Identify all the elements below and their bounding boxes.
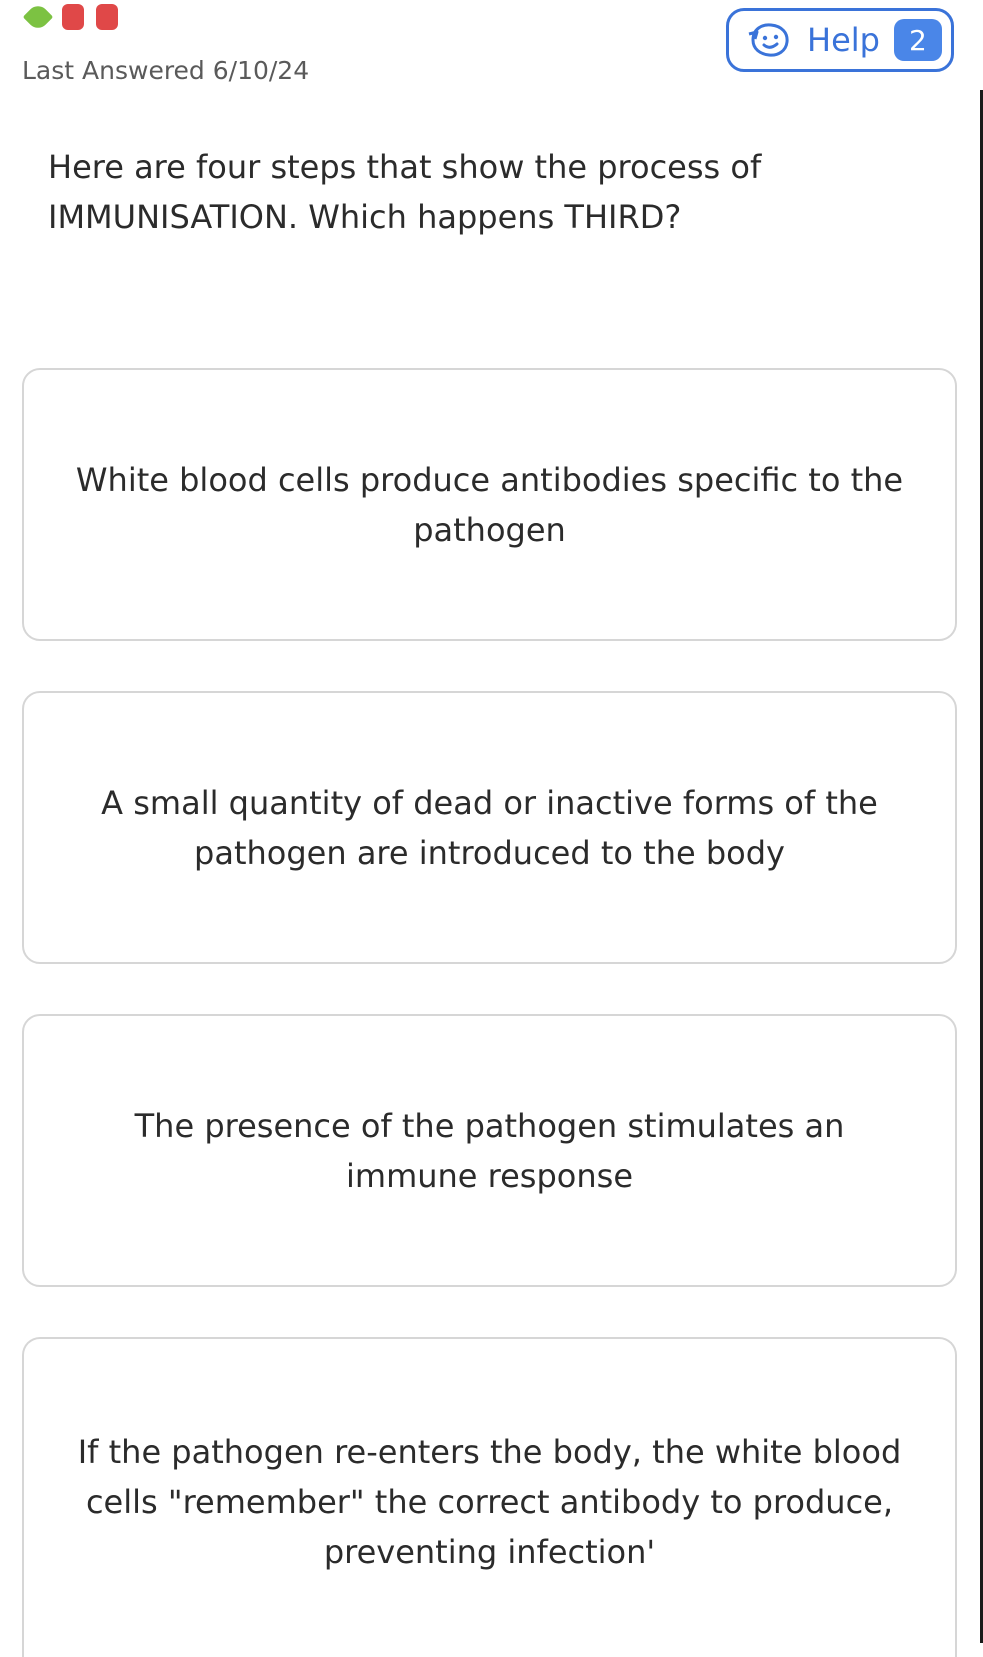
answer-option-text: If the pathogen re-enters the body, the white blood cells "remember" the correct antibody to produce, preventing infection' (77, 1433, 902, 1571)
answer-option-4[interactable] (22, 1337, 957, 1657)
answer-options (22, 368, 957, 1657)
help-button[interactable] (726, 8, 954, 72)
answer-option-text: White blood cells produce antibodies specific to the pathogen (75, 460, 904, 549)
answer-option-text: The presence of the pathogen stimulates an immune response (134, 1106, 845, 1195)
answer-history (26, 4, 118, 30)
answer-option-2[interactable] (22, 691, 957, 964)
help-label: Help (807, 21, 880, 59)
last-answered-date: Last Answered 6/10/24 (22, 56, 310, 85)
history-dot-correct (23, 2, 54, 33)
history-dot-incorrect (96, 4, 118, 30)
help-face-icon (745, 20, 793, 60)
history-dot-incorrect (62, 4, 84, 30)
answer-option-3[interactable] (22, 1014, 957, 1287)
answer-option-1[interactable] (22, 368, 957, 641)
help-count-badge: 2 (894, 19, 942, 61)
answer-option-text: A small quantity of dead or inactive forms of the pathogen are introduced to the body (101, 783, 878, 872)
question-text: Here are four steps that show the process of IMMUNISATION. Which happens THIRD? (48, 148, 762, 236)
